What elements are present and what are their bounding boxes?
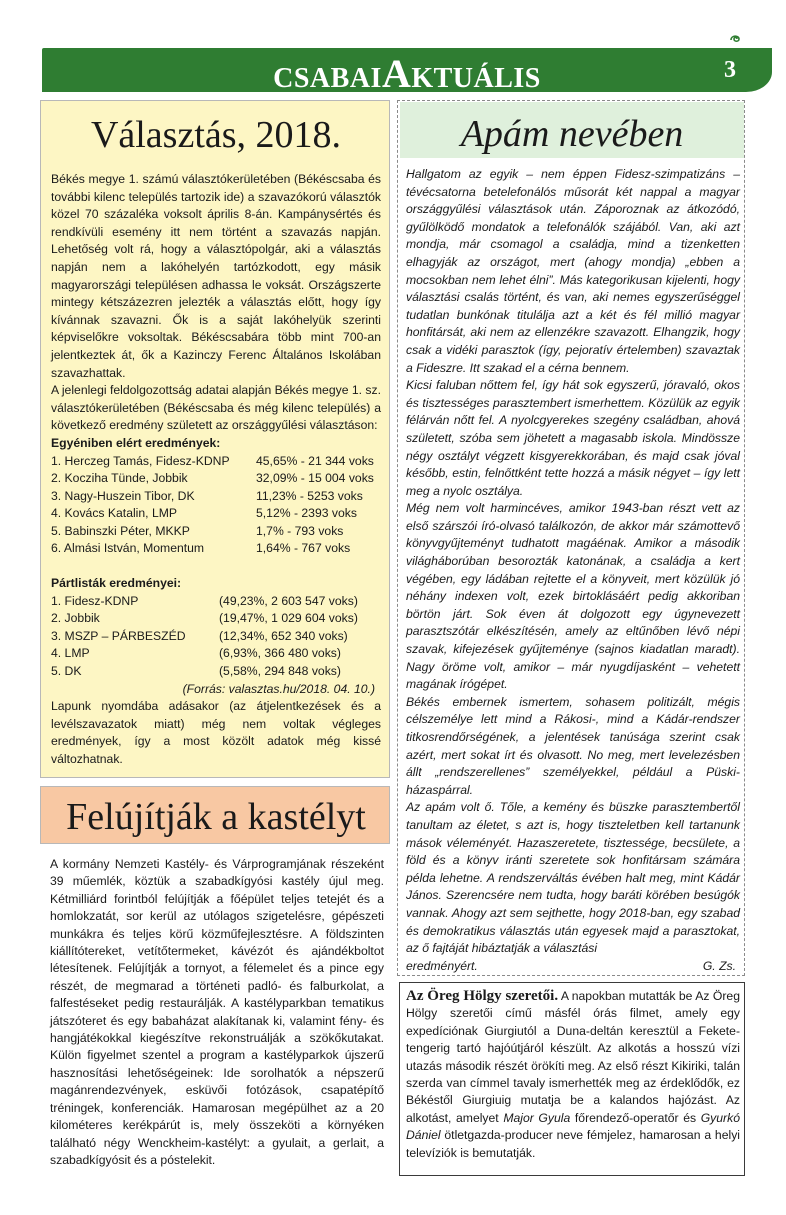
individual-result-row (51, 505, 381, 523)
party-name: 5. DK (51, 664, 82, 679)
apam-paragraph-5: Az apám volt ő. Tőle, a kemény és büszke parasztembertől tanultam az életet, s azt is, hogy tiszteletben kell tartanunk mások véleményét. Hazaszeretete, tisztessége, becsülete, a föld és a könyv iránti szeretete sok honfitársam számára példa lehetne. A rendszerváltás évében halt meg, mint Kádár János. Szerencsére nem tudta, hogy baráti körében besúgók vannak. Ahogy azt sem sejthette, hogy 2018-ban, egy szabad és demokratikus választás után egyesek majd a parasztokat, az ő fajtáját hibáztatják a választási (406, 800, 740, 956)
party-result-row (51, 610, 381, 628)
title-prefix: CSABAI (273, 63, 382, 94)
candidate-result: 1,7% - 793 voks (256, 523, 344, 538)
election-intro: Békés megye 1. számú választókerületében (Békéscsaba és további kilenc település tartozik ide) a szavazókorú választók közel 70 százaléka voksolt április 8-án. Kampánysértés és rendkívüli esemény itt nem történt a szavazás napján. Lehetőség volt rá, hogy a választópolgár, aki a választás napján nem a lakóhelyén tartózkodott, egy másik magyarországi településen adhassa le voksát. Országszerte mintegy kétszázezren jelezték a választás előtt, hogy így kívánnak szavazni. Ők is a saját lakóhelyük szerinti képviselőkre voksoltak. Békéscsabára több mint 700-an jelentkeztek át, ők a Kazinczy Ferenc Általános Iskolában szavazhattak. (51, 172, 381, 380)
party-result: (6,93%, 366 480 voks) (219, 646, 341, 661)
page-number: 3 (724, 57, 736, 83)
candidate-name: 3. Nagy-Huszein Tibor, DK (51, 488, 195, 503)
election-intro2: A jelenlegi feldolgozottság adatai alapján Békés megye 1. sz. választókerületében (Békéscsaba és még kilenc település) a következő eredmény született az országgyűlési választáson: (51, 383, 381, 433)
oreg-text-1: A napokban mutatták be Az Öreg Hölgy szeretői című másfél órás filmet, amely egy expedíciónak Giurgiutól a Duna-deltán keresztül a Fekete-tengerig tartó hajóútjáról készült. Az alkotás a hosszú vízi utazás második részét örökíti meg. Az első részt Kikiriki, talán szerda van címmel tavaly ismerhették meg az érdeklődők, ez Békéstől Giurgiuig mutatja be a kalandos hajózást. Az alkotást, amelyet (406, 989, 740, 1125)
castle-body: A kormány Nemzeti Kastély- és Várprogramjának részeként 39 műemlék, köztük a szabadkígyósi kastély újul meg. Kétmilliárd forintból felújítják a főépület teljes tetejét és a homlokzatát, sor kerül az utólagos szigetelésre, gépészeti munkákra és teljes körű közműfejlesztésre. A földszinten kiállítótereket, vetítőtermeket, kávézót és ajándékboltot létesítenek. Felújítják a tornyot, a félemelet és a pince egy részét, de megmarad a történeti padló- és falburkolat, a falfestéseket pedig restaurálják. A kastélyparkban tematikus játszóteret és egy babaházat alakítanak ki, valamint fény- és hangjátékokkal kiegészítve rekonstruálják a szökőkutakat. Külön figyelmet szentel a program a kastélyparkok újszerű hasznosítási lehetőségeinek: Ide sorolhatók a népszerű magánrendezvények, esküvői fotózások, csapatépítő tréningek, konferenciák. Hamarosan megépülhet az a 20 kilométeres kerékpárút is, mely összeköti a környéken található négy Wenckheim-kastélyt: a gyulait, a gerlait, a szabadkígyósit és a póstelekit. (50, 857, 384, 1167)
party-result: (19,47%, 1 029 604 voks) (219, 611, 358, 626)
magazine-title (42, 50, 772, 97)
party-result: (5,58%, 294 848 voks) (219, 664, 341, 679)
apam-paragraph-4: Békés embernek ismertem, sohasem politizált, mégis célszemélye lett mind a Rákosi-, mind a Kádár-rendszer titkosrendőrségének, a jelentések tanúsága szerint csak azért, mert sokat írt és olvasott. No meg, mert levelezésben állt „rendszerellenes” személyekkel, például a Püski-házaspárral. (406, 694, 740, 797)
candidate-result: 1,64% - 767 voks (256, 541, 351, 556)
election-closing: Lapunk nyomdába adásakor (az átjelentkezések és a levélszavazatok miatt) még nem voltak végleges eredmények, így a most közölt adatok még kissé változhatnak. (51, 699, 381, 766)
oreg-name-2: Gyurkó Dániel (406, 1110, 740, 1143)
individual-result-row (51, 488, 381, 506)
apam-paragraph-3: Még nem volt harmincéves, amikor 1943-ban részt vett az első szárszói író-olvasó találkozón, de akkor már számottevő könyvgyűjteményt tudhatott magáénak. Amikor a második világháborúban besorozták katonának, a családja a kert végében, egy ládában rejtette el a könyveit, mert közülük jó néhány indexen volt, ezek birtoklásáért pedig akkoriban börtön járt. Sok éven át dolgozott egy úgynevezett parasztszótár elkészítésén, amely az eltűnőben lévő népi szavak, kifejezések gyűjteménye (sajnos kiadatlan maradt). Nagy öröme volt, amikor – már nyugdíjasként – vehetett magának írógépet. (406, 501, 740, 692)
oreg-text-2: főrendező-operatőr és (570, 1110, 701, 1125)
party-result-row (51, 593, 381, 611)
party-results (51, 593, 381, 681)
candidate-result: 45,65% - 21 344 voks (256, 453, 374, 468)
individual-heading: Egyéniben elért eredmények: (51, 435, 221, 450)
apam-closing-line (406, 958, 740, 976)
party-result-row (51, 645, 381, 663)
party-name: 4. LMP (51, 646, 90, 661)
header-banner (42, 48, 772, 96)
party-result: (12,34%, 652 340 voks) (219, 628, 348, 643)
party-name: 2. Jobbik (51, 611, 100, 626)
party-name: 1. Fidesz-KDNP (51, 593, 139, 608)
candidate-name: 6. Almási István, Momentum (51, 541, 205, 556)
individual-result-row (51, 470, 381, 488)
party-result-row (51, 663, 381, 681)
swirl-icon (728, 32, 742, 46)
oreg-body (406, 988, 740, 1162)
party-heading: Pártlisták eredményei: (51, 576, 182, 591)
castle-title-box (40, 786, 390, 844)
election-title: Választás, 2018. (90, 114, 342, 156)
individual-results (51, 453, 381, 559)
candidate-name: 2. Kocziha Tünde, Jobbik (51, 471, 188, 486)
apam-last-word: eredményért. (406, 958, 478, 973)
title-rest: KTUÁLIS (411, 63, 541, 94)
party-name: 3. MSZP – PÁRBESZÉD (51, 628, 186, 643)
apam-paragraph-1: Hallgatom az egyik – nem éppen Fidesz-szimpatizáns – tévécsatorna betelefonálós műsorát két nappal a magyar országgyűlési választások után. Záporoznak az átkozódó, gyűlölködő mondatok a telefonálók szájából. Van, aki azt mondja, már csomagol a családja, mind a tizenketten elhagyják az országot, mert (ahogy mondja) „ebben a mocsokban nem lehet élni”. Más kategorikusan kijelenti, hogy választási csalás történt, és van, aki nemes egyszerűséggel tudatlan bunkónak titulálja azt a két és fél millió magyar honfitársát, aki nem az ellenzékre szavazott. Elhangzik, hogy csak a vidéki parasztok (így, pejoratív értelemben) szavaztak a Fideszre. Itt szakad el a cérna bennem. (406, 167, 740, 375)
individual-result-row (51, 523, 381, 541)
candidate-result: 5,12% - 2393 voks (256, 506, 357, 521)
election-body (51, 171, 381, 769)
castle-title: Felújítják a kastélyt (66, 796, 366, 838)
apam-body (406, 166, 740, 975)
individual-result-row (51, 453, 381, 471)
oreg-text-3: ötletgazda-producer neve fémjelez, hamarosan a helyi televíziók is bemutatják. (406, 1128, 740, 1160)
oreg-title: Az Öreg Hölgy szeretői. (406, 988, 559, 1004)
election-source: (Forrás: valasztas.hu/2018. 04. 10.) (182, 681, 375, 696)
apam-title: Apám nevében (460, 113, 684, 155)
apam-signature: G. Zs. (702, 958, 736, 973)
election-box (40, 100, 390, 778)
individual-result-row (51, 540, 381, 558)
candidate-name: 5. Babinszki Péter, MKKP (51, 523, 190, 538)
candidate-name: 1. Herczeg Tamás, Fidesz-KDNP (51, 453, 230, 468)
oreg-name-1: Major Gyula (503, 1110, 571, 1125)
apam-title-box (400, 102, 744, 158)
candidate-result: 32,09% - 15 004 voks (256, 471, 374, 486)
apam-paragraph-2: Kicsi faluban nőttem fel, így hát sok egyszerű, jóravaló, okos és tisztességes parasztembert ismerhettem. Közülük az egyik félárván nőtt fel. A nyolcgyerekes szegény családban, ahová született, szóba sem jöhetett a magasabb iskola. Mindössze négy osztályt végzett kisgyerekkorában, és majd csak jóval később, estin, felnőttként tette hozzá a másik négyet – így lett meg a nyolc osztálya. (406, 378, 740, 498)
party-result: (49,23%, 2 603 547 voks) (219, 593, 358, 608)
party-result-row (51, 628, 381, 646)
candidate-result: 11,23% - 5253 voks (256, 488, 363, 503)
candidate-name: 4. Kovács Katalin, LMP (51, 506, 177, 521)
title-initial: A (381, 51, 412, 96)
